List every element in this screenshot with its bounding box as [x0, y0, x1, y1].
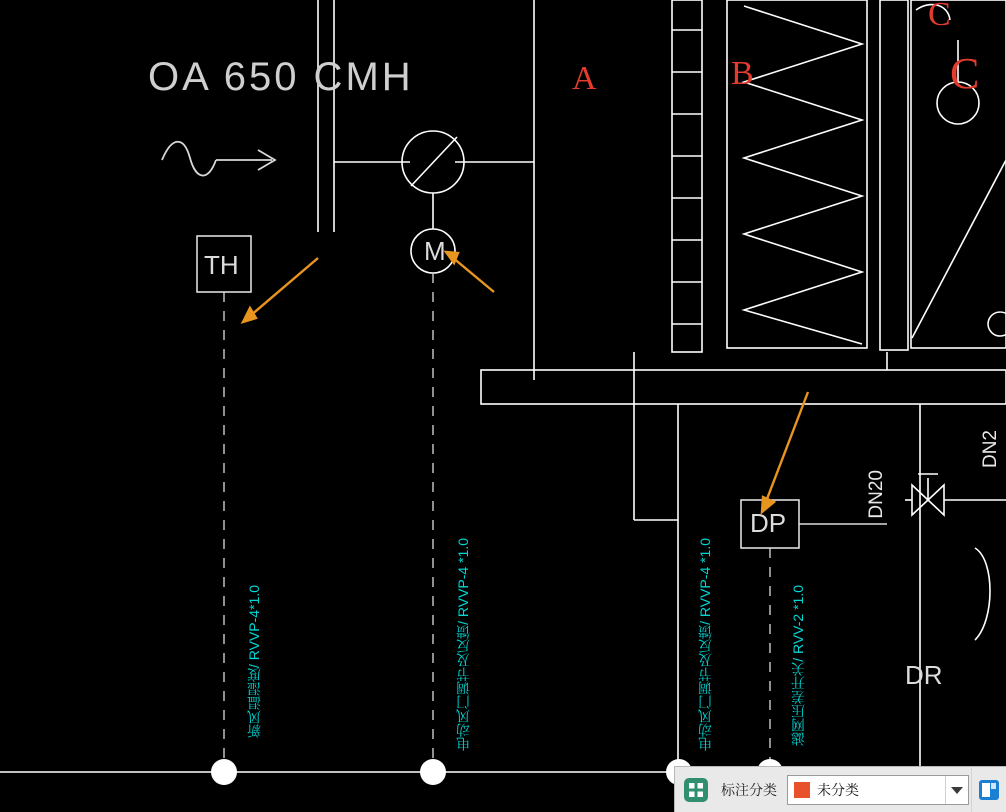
cable-tag-filter-dp-switch: 滤网压差开关/ RVV-2 *1.0: [790, 585, 806, 746]
annotation-classification-toolbar: [674, 766, 1006, 812]
category-color-swatch: [794, 782, 810, 798]
category-selected-value: 未分类: [817, 781, 859, 798]
grid-icon[interactable]: [675, 768, 717, 812]
zone-label-b: B: [731, 55, 754, 92]
th-sensor-label: TH: [204, 250, 239, 280]
category-select[interactable]: [787, 775, 969, 805]
pipe-label-dn20: DN20: [866, 470, 887, 519]
dp-switch-label: DP: [750, 508, 787, 538]
page-title: OA 650 CMH: [148, 55, 414, 99]
terminal-node[interactable]: [420, 759, 446, 785]
zone-label-c-top: C: [928, 0, 951, 33]
cable-tag-damper-control-2: 电动风门调节及反馈/ RVVP-4 *1.0: [697, 538, 713, 751]
motor-label: M: [424, 236, 446, 266]
annotation-classification-label: 标注分类: [721, 781, 777, 798]
drain-label: DR: [905, 660, 943, 690]
cable-tag-fresh-air-temp-humidity: 新风温湿度/ RVVP-4*1.0: [246, 585, 262, 739]
terminal-node[interactable]: [211, 759, 237, 785]
zone-label-a: A: [572, 60, 597, 97]
panel-icon[interactable]: [971, 768, 1006, 812]
chevron-down-icon[interactable]: [945, 776, 968, 804]
cable-tag-damper-control-1: 电动风门调节及反馈/ RVVP-4 *1.0: [455, 538, 471, 751]
pipe-label-dn2: DN2: [980, 430, 1001, 469]
zone-label-c: C: [950, 49, 980, 98]
